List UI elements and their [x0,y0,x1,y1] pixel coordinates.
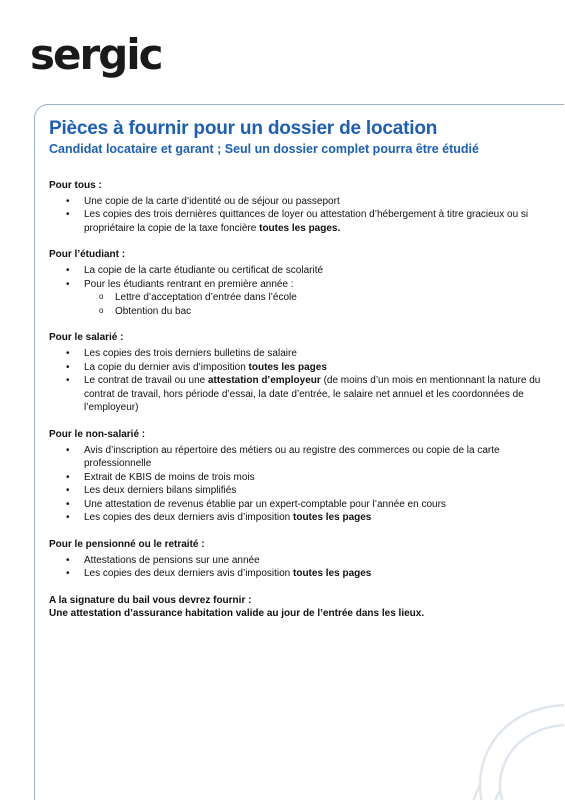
list-item: • Les copies des trois derniers bulletins de salaire [49,347,549,361]
list-item: • Une copie de la carte d’identité ou de séjour ou passeport [49,195,549,209]
list-item: • Le contrat de travail ou une attestation d’employeur (de moins d’un mois en mentionnant la nature du contrat de travail, hors période d’essai, la date d’entrée, le salaire net annuel et les coordonnées de l’employeur) [49,374,549,415]
page-title: Pièces à fournir pour un dossier de location [49,118,438,139]
footer-line: Une attestation d’assurance habitation valide au jour de l’entrée dans les lieux. [49,608,425,620]
footer-line: A la signature du bail vous devrez fournir : [49,594,252,606]
sub-list-item: o Lettre d’acceptation d’entrée dans l’école [49,291,549,305]
section-title: Pour l’étudiant : [49,249,126,261]
list-item: • Les deux derniers bilans simplifiés [49,484,549,498]
list-item: • Avis d’inscription au répertoire des métiers ou au registre des commerces ou copie de la carte professionnelle [49,444,549,471]
page-subtitle: Candidat locataire et garant ; Seul un dossier complet pourra être étudié [49,142,479,156]
list-item: • Les copies des trois dernières quittances de loyer ou attestation d’hébergement à titre gracieux ou si propriétaire la copie de la taxe foncière toutes les pages. [49,208,549,235]
document-panel [34,104,564,800]
list-item: • Les copies des deux derniers avis d’imposition toutes les pages [49,511,549,525]
section-non-salarie [49,428,549,525]
section-pour-tous [49,179,549,235]
section-title: Pour le pensionné ou le retraité : [49,539,205,551]
list-item: • La copie du dernier avis d’imposition toutes les pages [49,361,549,375]
list-item: • Les copies des deux derniers avis d’imposition toutes les pages [49,567,549,581]
list-item: • Extrait de KBIS de moins de trois mois [49,471,549,485]
sub-list-item: o Obtention du bac [49,305,549,319]
sergic-logo: sergic [30,30,162,79]
section-title: Pour le salarié : [49,332,124,344]
list-item: • Pour les étudiants rentrant en première année : [49,278,549,292]
section-title: Pour le non-salarié : [49,428,146,440]
footer-note [49,594,549,621]
list-item: • Une attestation de revenus établie par un expert-comptable pour l’année en cours [49,498,549,512]
brand-watermark [420,665,564,800]
section-etudiant [49,248,549,318]
list-item: • La copie de la carte étudiante ou certificat de scolarité [49,264,549,278]
section-salarie [49,331,549,415]
section-title: Pour tous : [49,180,102,191]
list-item: • Attestations de pensions sur une année [49,554,549,568]
section-retraite [49,538,549,581]
